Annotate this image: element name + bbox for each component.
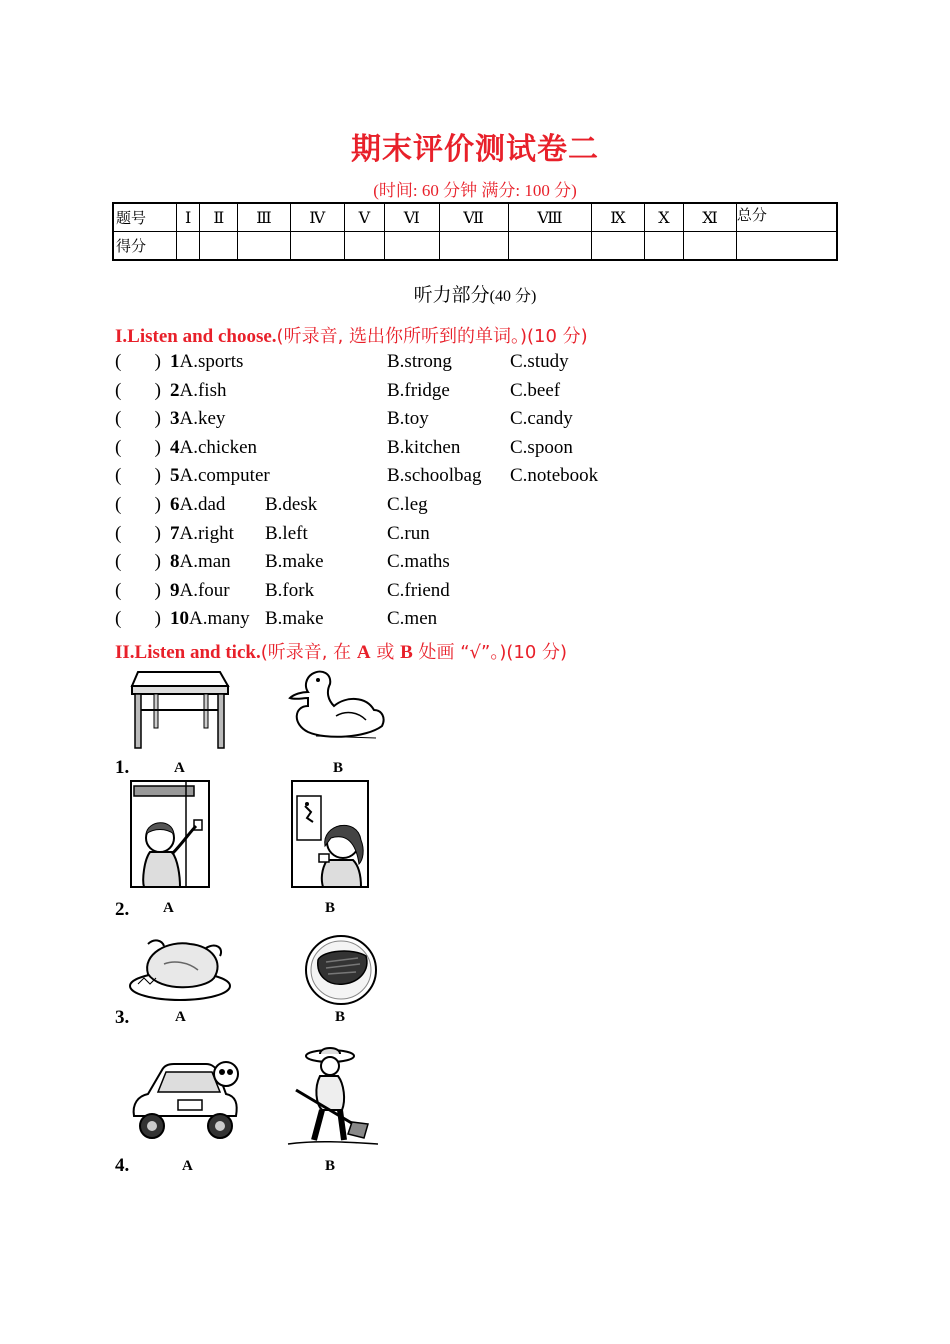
col-10: Ⅹ (644, 203, 684, 232)
answer-blank[interactable]: ( ) (115, 408, 161, 430)
score-cell[interactable] (238, 232, 290, 261)
farmer-digging-image[interactable] (286, 1044, 380, 1150)
question-number: 8 (170, 551, 180, 573)
duck-image[interactable] (286, 666, 390, 742)
total-score-cell[interactable] (736, 232, 837, 261)
score-table-header-row (113, 203, 837, 232)
option-a-label: A (174, 760, 185, 776)
part1-roman: I. (115, 326, 128, 347)
score-cell[interactable] (508, 232, 592, 261)
answer-blank[interactable]: ( ) (115, 351, 161, 372)
option-c: C.candy (510, 408, 573, 430)
part2-roman: II. (115, 642, 135, 663)
question-number: 10 (170, 608, 189, 630)
item-number: 4. (115, 1155, 130, 1176)
exam-time-info: (时间: 60 分钟 满分: 100 分) (373, 181, 577, 200)
answer-blank[interactable]: ( ) (115, 465, 161, 487)
col-5: Ⅴ (344, 203, 384, 232)
col-6: Ⅵ (384, 203, 439, 232)
section-heading (0, 280, 950, 307)
option-b-label: B (333, 760, 344, 776)
part1-chinese: (听录音, 选出你所听到的单词。)(10 分) (276, 326, 588, 347)
section-name: 听力部分 (413, 284, 490, 306)
option-a-label: A (175, 1009, 186, 1025)
option-b: B.schoolbag (387, 465, 482, 487)
score-cell[interactable] (684, 232, 737, 261)
option-a: A.key (179, 408, 226, 430)
option-a: A.man (179, 551, 231, 573)
col-11: Ⅺ (684, 203, 737, 232)
part2-heading (115, 638, 567, 664)
col-7: Ⅶ (439, 203, 508, 232)
question-number: 6 (170, 494, 180, 515)
option-a: A.computer (179, 465, 270, 487)
boy-switch-image[interactable] (130, 780, 210, 888)
answer-blank[interactable]: ( ) (115, 579, 161, 601)
part2-option-b: B (400, 642, 413, 663)
option-b: B.strong (387, 351, 452, 372)
col-8: Ⅷ (508, 203, 592, 232)
question-number: 2 (170, 379, 180, 401)
col-1: Ⅰ (177, 203, 200, 232)
option-b: B.make (265, 551, 324, 573)
option-a: A.fish (179, 379, 227, 401)
part2-english: Listen and tick. (134, 642, 261, 663)
answer-blank[interactable]: ( ) (115, 551, 161, 573)
option-c: C.leg (387, 494, 428, 515)
part1-english: Listen and choose. (127, 326, 277, 347)
answer-blank[interactable]: ( ) (115, 494, 161, 515)
score-cell[interactable] (344, 232, 384, 261)
option-b: B.fridge (387, 379, 450, 401)
option-c: C.friend (387, 579, 450, 601)
answer-blank[interactable]: ( ) (115, 608, 161, 630)
score-cell[interactable] (439, 232, 508, 261)
col-4: Ⅳ (290, 203, 344, 232)
question-number: 9 (170, 579, 180, 601)
score-table (112, 202, 838, 261)
col-2: Ⅱ (200, 203, 238, 232)
option-a: A.four (179, 579, 230, 601)
option-a: A.dad (179, 494, 226, 515)
question-number: 3 (170, 408, 180, 430)
question-number: 4 (170, 436, 180, 458)
item-number: 1. (115, 757, 130, 778)
col-3: Ⅲ (238, 203, 290, 232)
question-number: 5 (170, 465, 180, 487)
option-b: B.desk (265, 494, 318, 515)
part2-option-a: A (356, 642, 371, 663)
col-9: Ⅸ (592, 203, 644, 232)
option-a-label: A (182, 1158, 193, 1174)
answer-blank[interactable]: ( ) (115, 522, 161, 544)
option-c: C.spoon (510, 436, 573, 458)
page-title: 期末评价测试卷二 (351, 132, 599, 167)
option-c: C.men (387, 608, 438, 630)
part2-chinese-end: 处画 “√”。)(10 分) (412, 642, 568, 663)
option-b: B.toy (387, 408, 429, 430)
option-a: A.sports (179, 351, 244, 372)
answer-blank[interactable]: ( ) (115, 436, 161, 458)
part1-heading (115, 322, 588, 348)
option-b: B.fork (265, 579, 315, 601)
total-label: 总分 (736, 203, 837, 232)
score-table-score-row (113, 232, 837, 261)
option-c: C.maths (387, 551, 450, 573)
roast-chicken-image[interactable] (128, 934, 232, 1004)
score-cell[interactable] (177, 232, 200, 261)
steak-plate-image[interactable] (304, 934, 378, 1006)
question-number-label: 题号 (113, 203, 177, 232)
question-number: 7 (170, 522, 180, 544)
option-a: A.many (189, 608, 250, 630)
desk-image[interactable] (128, 666, 230, 752)
option-c: C.study (510, 351, 569, 372)
option-a-label: A (163, 900, 174, 916)
score-cell[interactable] (290, 232, 344, 261)
part2-chinese: (听录音, 在 (260, 642, 357, 663)
answer-blank[interactable]: ( ) (115, 379, 161, 401)
option-a: A.right (179, 522, 234, 544)
option-a: A.chicken (179, 436, 258, 458)
question-number: 1 (170, 351, 180, 372)
score-cell[interactable] (384, 232, 439, 261)
girl-exit-image[interactable] (291, 780, 369, 888)
option-b-label: B (335, 1009, 346, 1025)
score-cell[interactable] (592, 232, 644, 261)
option-b: B.make (265, 608, 324, 630)
part2-chinese-or: 或 (370, 642, 401, 663)
item-number: 3. (115, 1007, 130, 1028)
option-b-label: B (325, 900, 336, 916)
option-b: B.kitchen (387, 436, 461, 458)
score-label: 得分 (113, 232, 177, 261)
item-number: 2. (115, 899, 130, 920)
option-c: C.notebook (510, 465, 599, 487)
section-points: (40 分) (489, 288, 537, 305)
option-b: B.left (265, 522, 308, 544)
option-c: C.beef (510, 379, 561, 401)
car-image[interactable] (128, 1060, 246, 1146)
score-cell[interactable] (644, 232, 684, 261)
option-c: C.run (387, 522, 430, 544)
score-cell[interactable] (200, 232, 238, 261)
option-b-label: B (325, 1158, 336, 1174)
